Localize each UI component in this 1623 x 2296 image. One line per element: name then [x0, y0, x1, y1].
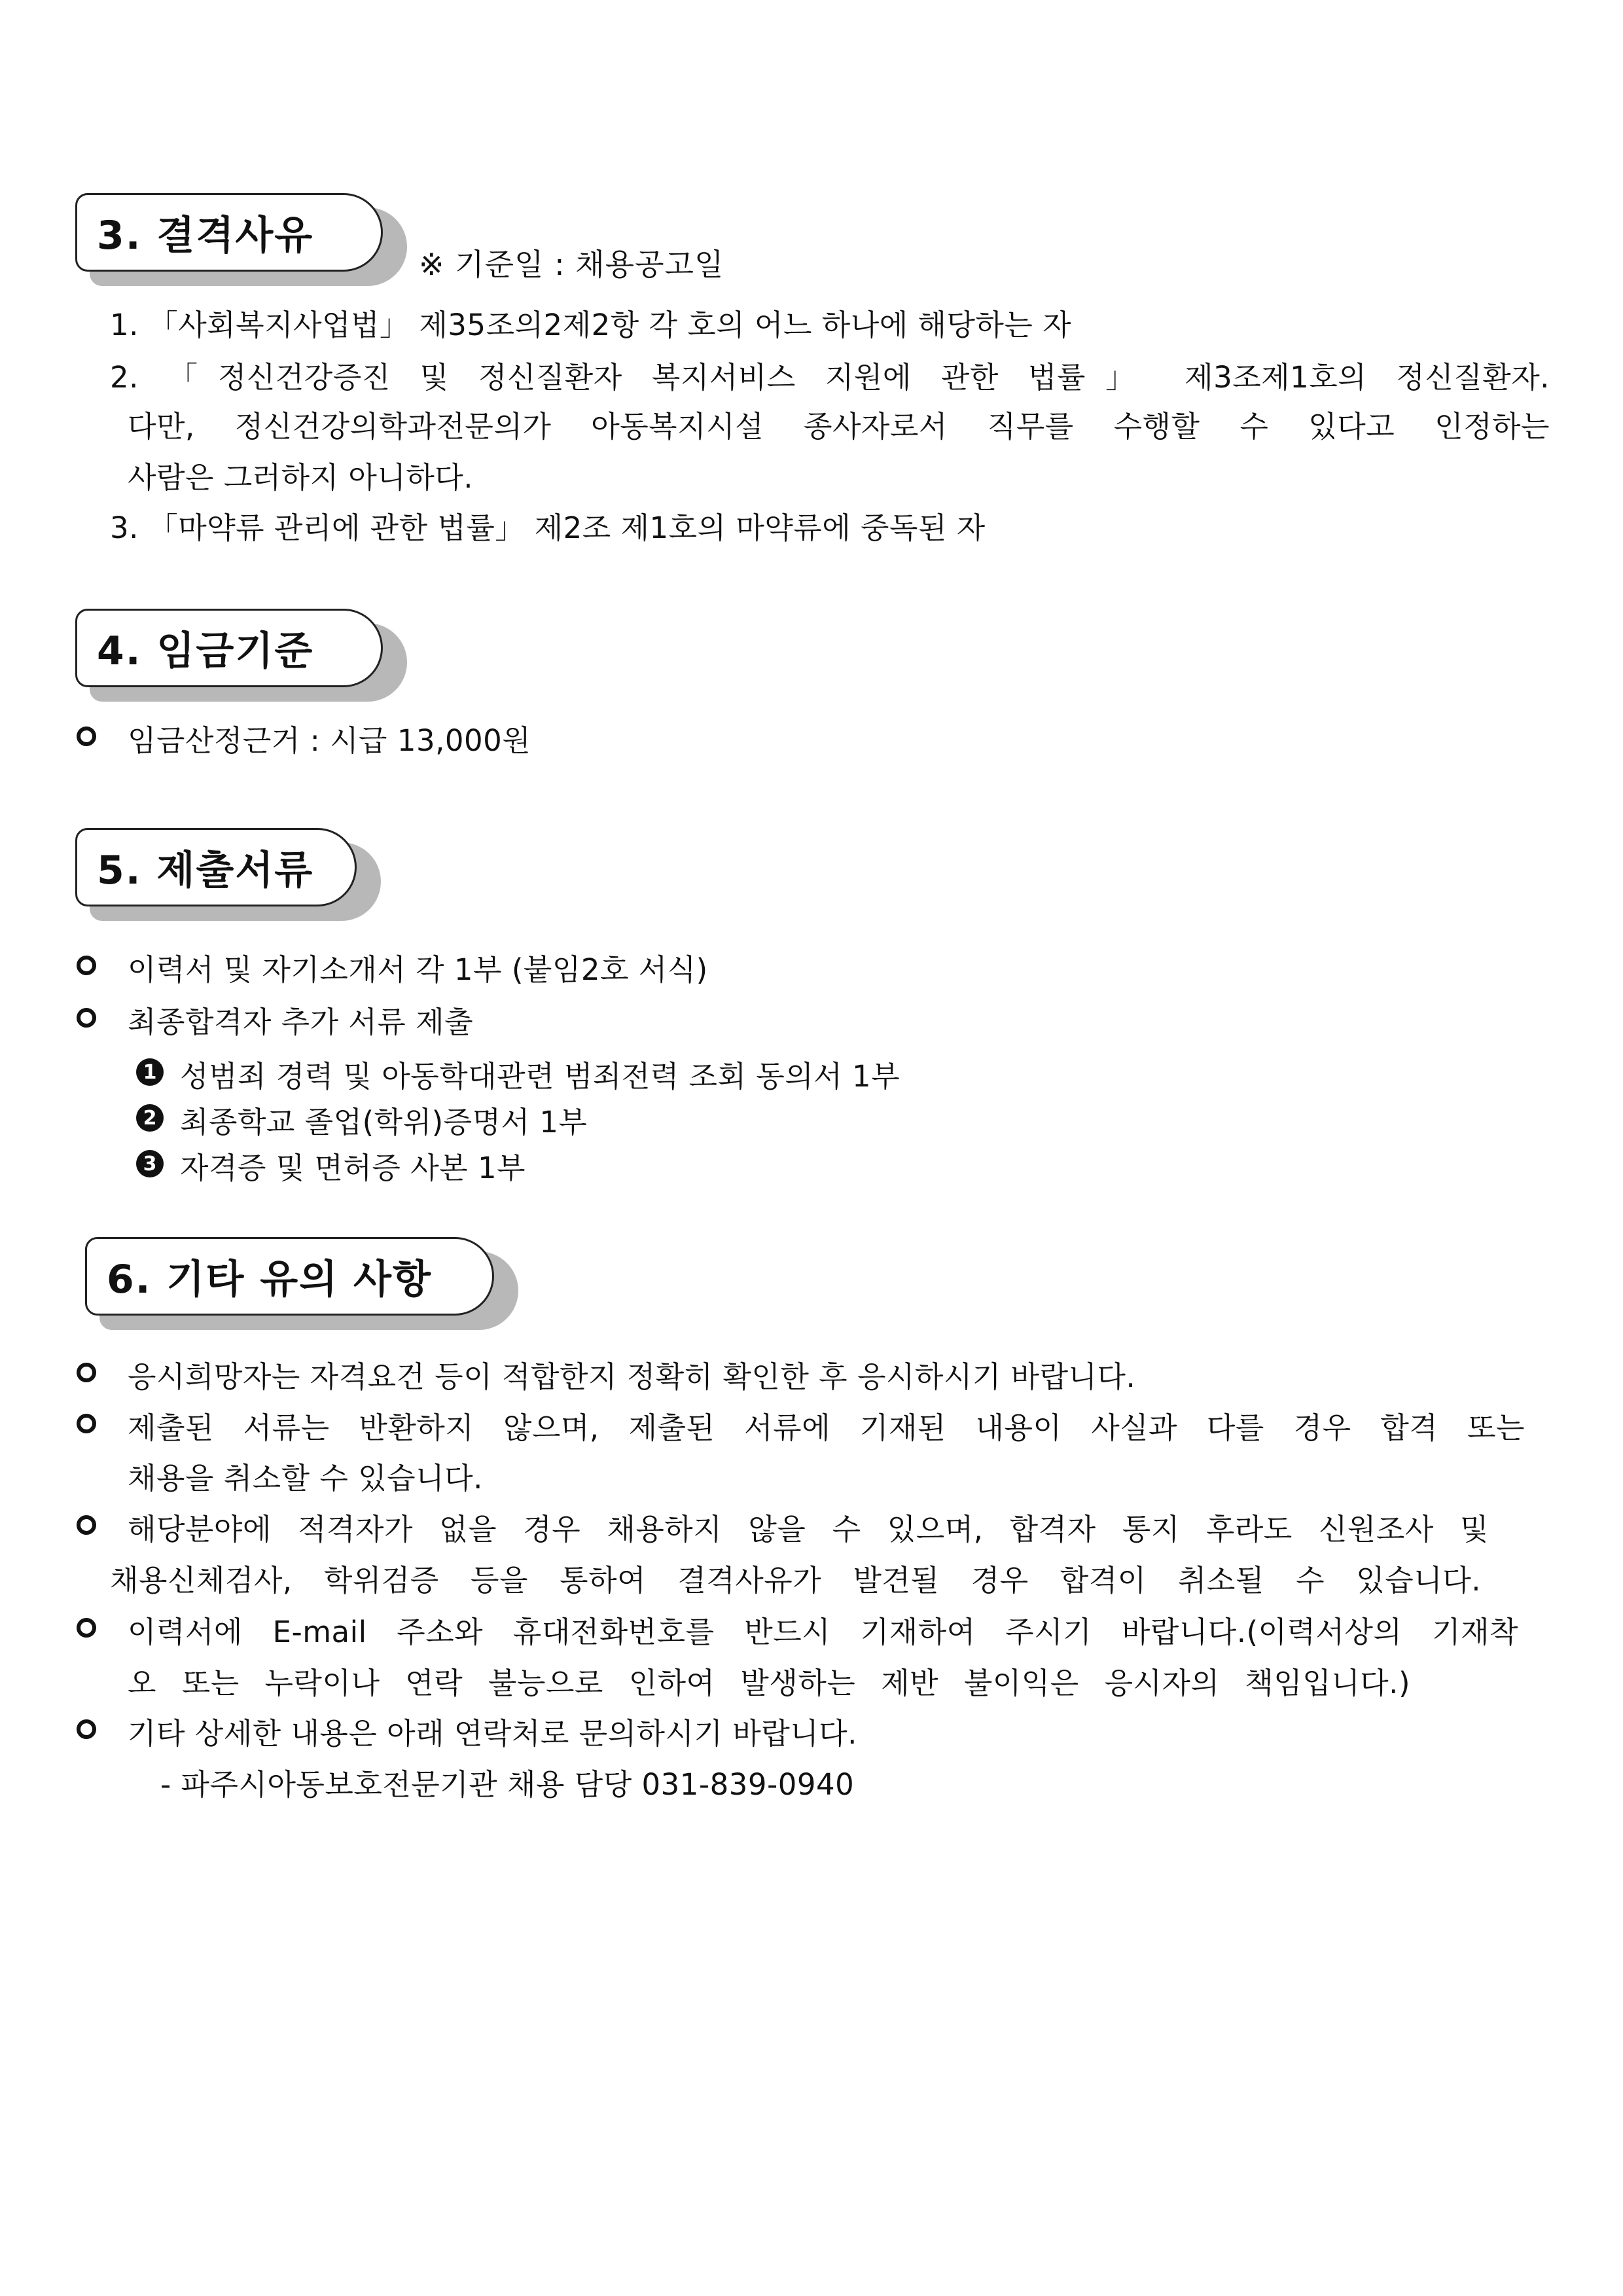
number-1-icon: 1 — [136, 1058, 164, 1086]
circle-bullet-icon — [77, 1414, 96, 1433]
notice-3-cont: 채용신체검사, 학위검증 등을 통하여 결격사유가 발견될 경우 합격이 취소될 수 있습니다. — [110, 1563, 1481, 1598]
notice-1: 응시희망자는 자격요건 등이 적합한지 정확히 확인한 후 응시하시기 바랍니다. — [128, 1359, 1136, 1394]
circle-bullet-icon — [77, 1719, 96, 1739]
wage-basis: 임금산정근거 : 시급 13,000원 — [128, 723, 531, 758]
document-item-2: 최종합격자 추가 서류 제출 — [128, 1005, 474, 1039]
circle-bullet-icon — [77, 1008, 96, 1028]
contact-line: - 파주시아동보호전문기관 채용 담당 031-839-0940 — [160, 1767, 855, 1802]
notice-4-cont: 오 또는 누락이나 연락 불능으로 인하여 발생하는 제반 불이익은 응시자의 책임입니다.) — [128, 1666, 1410, 1700]
additional-document-1: 성범죄 경력 및 아동학대관련 범죄전력 조회 동의서 1부 — [180, 1059, 901, 1094]
circle-bullet-icon — [77, 1363, 96, 1382]
notice-4: 이력서에 E-mail 주소와 휴대전화번호를 반드시 기재하여 주시기 바랍니다.(이력서상의 기재착 — [128, 1615, 1518, 1649]
number-2-icon: 2 — [136, 1104, 164, 1132]
additional-document-2: 최종학교 졸업(학위)증명서 1부 — [180, 1105, 588, 1139]
section-5-title: 5. 제출서류 — [75, 828, 357, 906]
circle-bullet-icon — [77, 726, 96, 746]
disqualification-item-1: 1. 「사회복지사업법」 제35조의2제2항 각 호의 어느 하나에 해당하는 자 — [110, 308, 1072, 342]
disqualification-item-2-cont-2: 사람은 그러하지 아니하다. — [128, 460, 474, 495]
section-4-title: 4. 임금기준 — [75, 609, 383, 687]
section-6-title: 6. 기타 유의 사항 — [85, 1237, 494, 1316]
document-item-1: 이력서 및 자기소개서 각 1부 (붙임2호 서식) — [128, 952, 708, 987]
section-3-note: ※ 기준일 : 채용공고일 — [419, 247, 724, 282]
disqualification-item-2: 2. 「정신건강증진 및 정신질환자 복지서비스 지원에 관한 법률」 제3조제1호의 정신질환자. — [110, 360, 1550, 395]
number-3-icon: 3 — [136, 1150, 164, 1177]
circle-bullet-icon — [77, 1618, 96, 1638]
disqualification-item-3: 3. 「마약류 관리에 관한 법률」 제2조 제1호의 마약류에 중독된 자 — [110, 511, 986, 545]
notice-3: 해당분야에 적격자가 없을 경우 채용하지 않을 수 있으며, 합격자 통지 후라도 신원조사 및 — [128, 1512, 1489, 1547]
notice-5: 기타 상세한 내용은 아래 연락처로 문의하시기 바랍니다. — [128, 1716, 857, 1751]
notice-2: 제출된 서류는 반환하지 않으며, 제출된 서류에 기재된 내용이 사실과 다를 경우 합격 또는 — [128, 1410, 1525, 1445]
section-3-title: 3. 결격사유 — [75, 193, 383, 272]
circle-bullet-icon — [77, 1515, 96, 1535]
circle-bullet-icon — [77, 956, 96, 975]
additional-document-3: 자격증 및 면허증 사본 1부 — [180, 1151, 526, 1185]
notice-2-cont: 채용을 취소할 수 있습니다. — [128, 1461, 483, 1496]
disqualification-item-2-cont-1: 다만, 정신건강의학과전문의가 아동복지시설 종사자로서 직무를 수행할 수 있다고 인정하는 — [128, 409, 1550, 444]
